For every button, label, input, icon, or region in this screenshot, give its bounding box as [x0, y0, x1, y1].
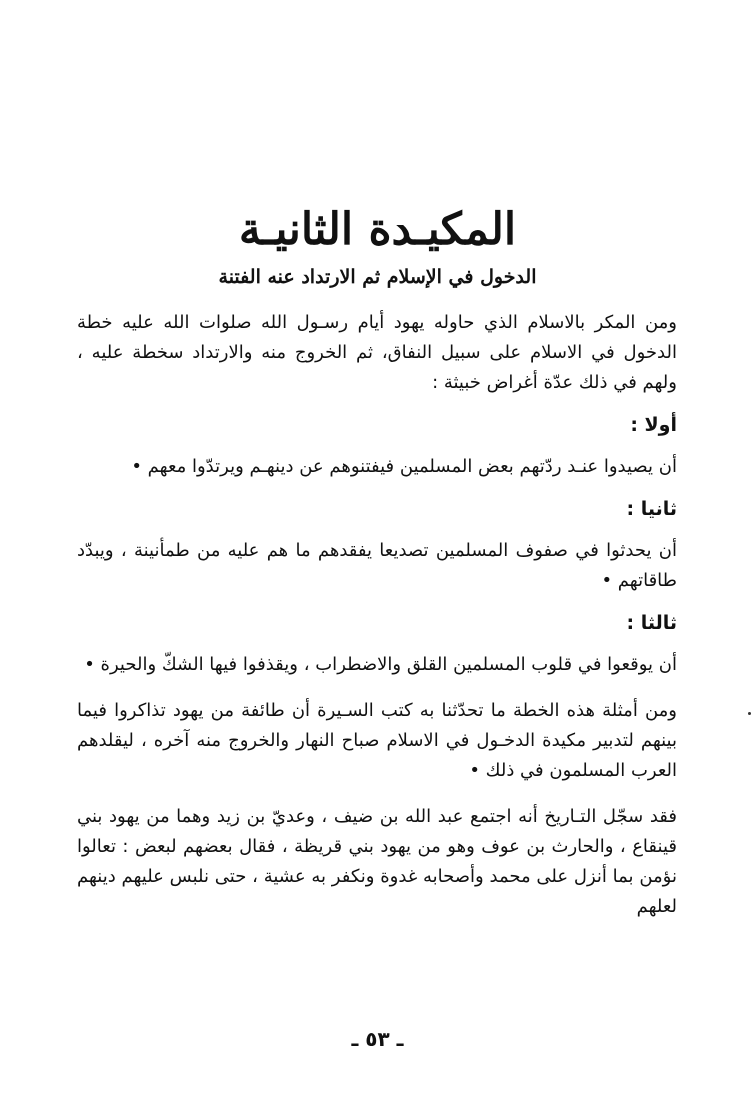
paragraph-second: أن يحدثوا في صفوف المسلمين تصديعا يفقدهم ما هم عليه من طمأنينة ، ويبدّد طاقاتهم •: [77, 540, 677, 591]
heading-third: ثالثا :: [626, 612, 677, 634]
heading-first: أولا :: [630, 414, 677, 436]
paragraph-third: أن يوقعوا في قلوب المسلمين القلق والاضطراب ، ويقذفوا فيها الشكّ والحيرة •: [84, 654, 677, 675]
chapter-title: المكيـدة الثانيـة: [238, 204, 517, 255]
heading-second: ثانيا :: [626, 498, 677, 520]
paragraph-first: أن يصيدوا عنـد ردّتهم بعض المسلمين فيفتنوهم عن دينهـم ويرتدّوا معهم •: [131, 456, 677, 477]
paragraph-history: فقد سجّل التـاريخ أنه اجتمع عبد الله بن ضيف ، وعديّ بن زيد وهما من يهود بني قينقاع ، والحارث بن عوف وهو من يهود بني قريظة ، فقال بعضهم لبعض : تعالوا نؤمن بما أنزل على محمد وأصحابه غدوة ونكفر به عشية ، حتى نلبس عليهم دينهم لعلهم: [77, 806, 677, 917]
page-body: [77, 308, 677, 922]
intro-paragraph: ومن المكر بالاسلام الذي حاوله يهود أيام رسـول الله صلوات الله عليه خطة الدخول في الاسلام على سبيل النفاق، ثم الخروج منه والارتداد سخطة عليه ، ولهم في ذلك عدّة أغراض خبيثة :: [77, 312, 677, 393]
paragraph-examples: ومن أمثلة هذه الخطة ما تحدّثنا به كتب السـيرة أن طائفة من يهود تذاكروا فيما بينهم لتدبير مكيدة الدخـول في الاسلام صباح النهار والخروج منه آخره ، ليقلدهم العرب المسلمون في ذلك •: [77, 700, 677, 781]
chapter-subtitle: الدخول في الإسلام ثم الارتداد عنه الفتنة: [218, 266, 537, 288]
margin-dot: [748, 712, 751, 715]
page-number: ـ ٥٣ ـ: [351, 1027, 404, 1051]
